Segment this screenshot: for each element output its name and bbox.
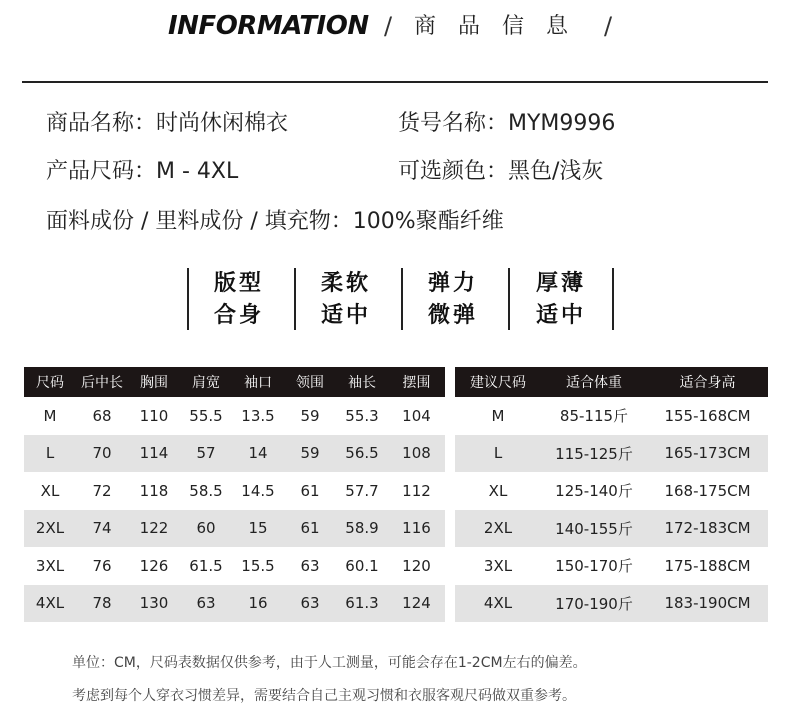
info-product-name: 商品名称：时尚休闲棉衣 [46, 111, 289, 136]
table-cell: 2XL [455, 510, 541, 548]
feature-fit-label: 版型 [213, 271, 264, 296]
table-cell: 115-125斤 [541, 435, 647, 473]
table-cell: 3XL [35, 556, 65, 575]
feature-divider [294, 268, 296, 330]
fit-table-header [455, 367, 768, 397]
column-header: 袖口 [232, 367, 284, 397]
column-header: 适合体重 [541, 367, 647, 397]
table-cell: 85-115斤 [559, 407, 629, 426]
table-cell: 14.5 [241, 481, 275, 500]
table-cell: 15 [232, 510, 284, 548]
table-cell: 183-190CM [647, 585, 768, 623]
table-cell: 78 [76, 585, 128, 623]
size-table [24, 367, 445, 622]
table-row [24, 510, 445, 548]
feature-elasticity [413, 268, 493, 332]
feature-softness [306, 268, 386, 332]
table-cell: 118 [139, 481, 169, 500]
feature-softness-label: 柔软 [320, 271, 371, 296]
table-row [455, 547, 768, 585]
table-cell: 168-175CM [664, 481, 751, 500]
table-cell: 60 [180, 510, 232, 548]
table-cell: 172-183CM [647, 510, 768, 548]
table-cell: 72 [92, 481, 112, 500]
feature-divider [508, 268, 510, 330]
table-cell: 68 [92, 406, 112, 425]
table-cell: 57 [180, 435, 232, 473]
header-slash-right: / [604, 12, 613, 40]
table-cell: 112 [402, 481, 431, 500]
table-row [24, 472, 445, 510]
feature-divider [612, 268, 614, 330]
table-cell: 130 [128, 585, 180, 623]
table-cell: 59 [284, 435, 336, 473]
table-row [24, 585, 445, 623]
table-cell: 114 [128, 435, 180, 473]
table-cell: 55.3 [345, 406, 379, 425]
fit-table [455, 367, 768, 622]
note-line-1: 单位：CM，尺码表数据仅供参考，由于人工测量，可能会存在1-2CM左右的偏差。 [72, 655, 587, 671]
feature-divider [187, 268, 189, 330]
column-header: 袖长 [336, 367, 388, 397]
feature-thickness [521, 268, 601, 332]
column-header: 后中长 [76, 367, 128, 397]
table-cell: 58.5 [189, 481, 223, 500]
column-header: 建议尺码 [455, 367, 541, 397]
table-cell: 155-168CM [664, 406, 751, 425]
table-row [455, 435, 768, 473]
note-line-2: 考虑到每个人穿衣习惯差异，需要结合自己主观习惯和衣服客观尺码做双重参考。 [72, 688, 576, 704]
table-cell: 165-173CM [647, 435, 768, 473]
table-cell: 150-170斤 [555, 557, 633, 576]
table-cell: 14 [232, 435, 284, 473]
table-cell: 74 [76, 510, 128, 548]
column-header: 肩宽 [180, 367, 232, 397]
table-cell: 60.1 [345, 556, 379, 575]
table-cell: 61 [284, 510, 336, 548]
header-slash-left: / [384, 12, 393, 40]
column-header: 适合身高 [647, 367, 768, 397]
table-cell: 4XL [455, 585, 541, 623]
table-cell: M [43, 406, 57, 425]
table-cell: 13.5 [241, 406, 275, 425]
table-cell: 110 [139, 406, 169, 425]
table-cell: 170-190斤 [541, 585, 647, 623]
table-cell: 4XL [24, 585, 76, 623]
feature-elasticity-label: 弹力 [427, 271, 478, 296]
table-row [455, 585, 768, 623]
table-cell: 120 [402, 556, 431, 575]
table-row [24, 397, 445, 435]
table-cell: 16 [232, 585, 284, 623]
size-table-header [24, 367, 445, 397]
header-divider [22, 81, 768, 83]
column-header: 尺码 [24, 367, 76, 397]
feature-fit-value: 合身 [213, 303, 264, 328]
info-item-number: 货号名称：MYM9996 [398, 111, 616, 136]
table-cell: L [24, 435, 76, 473]
table-cell: 59 [300, 406, 320, 425]
feature-softness-value: 适中 [320, 303, 371, 328]
table-cell: 126 [139, 556, 169, 575]
table-cell: 76 [92, 556, 112, 575]
table-cell: 2XL [24, 510, 76, 548]
feature-thickness-value: 适中 [535, 303, 586, 328]
table-cell: 58.9 [336, 510, 388, 548]
info-fabric: 面料成份 / 里料成份 / 填充物：100%聚酯纤维 [46, 209, 504, 234]
table-cell: 140-155斤 [541, 510, 647, 548]
feature-elasticity-value: 微弹 [427, 303, 478, 328]
table-cell: 116 [388, 510, 445, 548]
table-cell: L [455, 435, 541, 473]
table-cell: 55.5 [189, 406, 223, 425]
table-cell: XL [40, 481, 60, 500]
table-cell: 175-188CM [664, 556, 751, 575]
feature-fit [199, 268, 279, 332]
column-header: 胸围 [128, 367, 180, 397]
table-cell: 63 [180, 585, 232, 623]
feature-thickness-label: 厚薄 [535, 271, 586, 296]
table-cell: 108 [388, 435, 445, 473]
table-row [24, 547, 445, 585]
table-cell: 57.7 [345, 481, 379, 500]
table-cell: 125-140斤 [555, 482, 633, 501]
table-row [455, 510, 768, 548]
table-cell: 61 [300, 481, 320, 500]
table-cell: 63 [300, 556, 320, 575]
table-cell: 61.3 [336, 585, 388, 623]
table-cell: 104 [402, 406, 431, 425]
info-colors: 可选颜色：黑色/浅灰 [398, 159, 604, 184]
table-row [24, 435, 445, 473]
table-cell: XL [488, 481, 508, 500]
table-cell: 122 [128, 510, 180, 548]
table-row [455, 397, 768, 435]
table-row [455, 472, 768, 510]
column-header: 摆围 [388, 367, 445, 397]
header-title-cn: 商品信息 [414, 14, 591, 39]
table-cell: 15.5 [241, 556, 275, 575]
table-cell: 63 [284, 585, 336, 623]
column-header: 领围 [284, 367, 336, 397]
table-cell: M [491, 406, 505, 425]
info-sizes: 产品尺码：M - 4XL [46, 159, 239, 184]
table-cell: 61.5 [189, 556, 223, 575]
table-cell: 56.5 [336, 435, 388, 473]
table-cell: 70 [76, 435, 128, 473]
feature-divider [401, 268, 403, 330]
table-cell: 124 [388, 585, 445, 623]
header-title-en: INFORMATION [168, 11, 369, 41]
table-cell: 3XL [483, 556, 513, 575]
